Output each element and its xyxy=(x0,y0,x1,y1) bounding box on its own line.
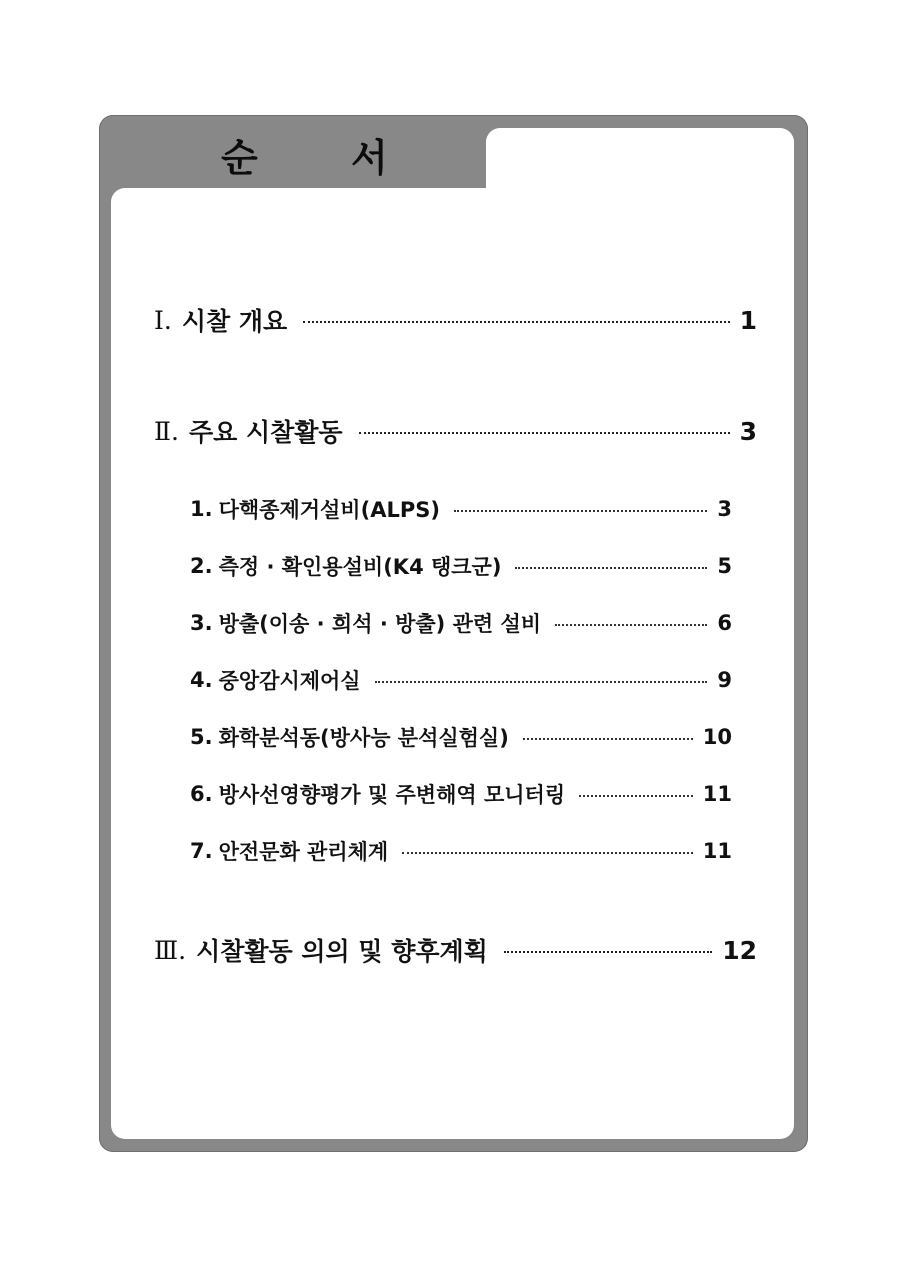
toc-page-number: 6 xyxy=(717,611,732,635)
toc-section-3[interactable] xyxy=(154,932,757,968)
toc-page-number: 11 xyxy=(702,782,732,806)
toc-page-number: 11 xyxy=(702,839,732,863)
toc-subsection-7[interactable] xyxy=(190,836,732,866)
toc-subsection-label: 화학분석동(방사능 분석실험실) xyxy=(218,726,509,750)
toc-page-number: 12 xyxy=(722,935,757,965)
toc-section-1[interactable] xyxy=(154,302,757,338)
toc-panel-notch xyxy=(486,128,794,208)
toc-page-number: 10 xyxy=(702,725,732,749)
toc-section-2[interactable] xyxy=(154,413,757,449)
toc-subsection-number: 6. xyxy=(190,782,213,806)
toc-subsection-number: 3. xyxy=(190,611,213,635)
toc-subsection-label: 안전문화 관리체계 xyxy=(218,840,389,864)
toc-dot-leader xyxy=(523,738,693,740)
toc-section-number: Ⅲ. xyxy=(154,935,187,965)
toc-page-number: 9 xyxy=(717,668,732,692)
toc-subsection-label: 다핵종제거설비(ALPS) xyxy=(218,498,440,522)
toc-dot-leader xyxy=(359,432,730,434)
toc-page-number: 3 xyxy=(739,416,757,446)
toc-page-number: 1 xyxy=(739,305,757,335)
toc-dot-leader xyxy=(555,624,707,626)
toc-subsection-label: 중앙감시제어실 xyxy=(218,669,361,693)
toc-section-label: 시찰 개요 xyxy=(181,307,288,336)
toc-dot-leader xyxy=(579,795,693,797)
toc-subsection-5[interactable] xyxy=(190,722,732,752)
toc-page-number: 3 xyxy=(717,497,732,521)
toc-subsection-number: 7. xyxy=(190,839,213,863)
toc-section-label: 시찰활동 의의 및 향후계획 xyxy=(196,937,488,966)
toc-section-number: Ⅰ. xyxy=(154,305,172,335)
toc-subsection-6[interactable] xyxy=(190,779,732,809)
toc-subsection-number: 1. xyxy=(190,497,213,521)
toc-subsection-label: 측정 · 확인용설비(K4 탱크군) xyxy=(218,555,502,579)
toc-subsection-4[interactable] xyxy=(190,665,732,695)
toc-subsection-label: 방출(이송 · 희석 · 방출) 관련 설비 xyxy=(218,612,542,636)
toc-page-number: 5 xyxy=(717,554,732,578)
title-tab xyxy=(99,115,484,185)
toc-dot-leader xyxy=(303,321,729,323)
toc-subsection-label: 방사선영향평가 및 주변해역 모니터링 xyxy=(218,783,566,807)
toc-subsection-2[interactable] xyxy=(190,551,732,581)
toc-subsection-3[interactable] xyxy=(190,608,732,638)
toc-dot-leader xyxy=(504,951,712,953)
toc-dot-leader xyxy=(454,510,707,512)
toc-dot-leader xyxy=(402,852,693,854)
toc-subsection-number: 5. xyxy=(190,725,213,749)
toc-dot-leader xyxy=(515,567,707,569)
toc-subsection-number: 4. xyxy=(190,668,213,692)
toc-subsection-number: 2. xyxy=(190,554,213,578)
toc-section-label: 주요 시찰활동 xyxy=(188,418,343,447)
toc-section-number: Ⅱ. xyxy=(154,416,179,446)
toc-subsection-1[interactable] xyxy=(190,494,732,524)
toc-dot-leader xyxy=(375,681,708,683)
page-title: 순 서 xyxy=(221,136,428,180)
